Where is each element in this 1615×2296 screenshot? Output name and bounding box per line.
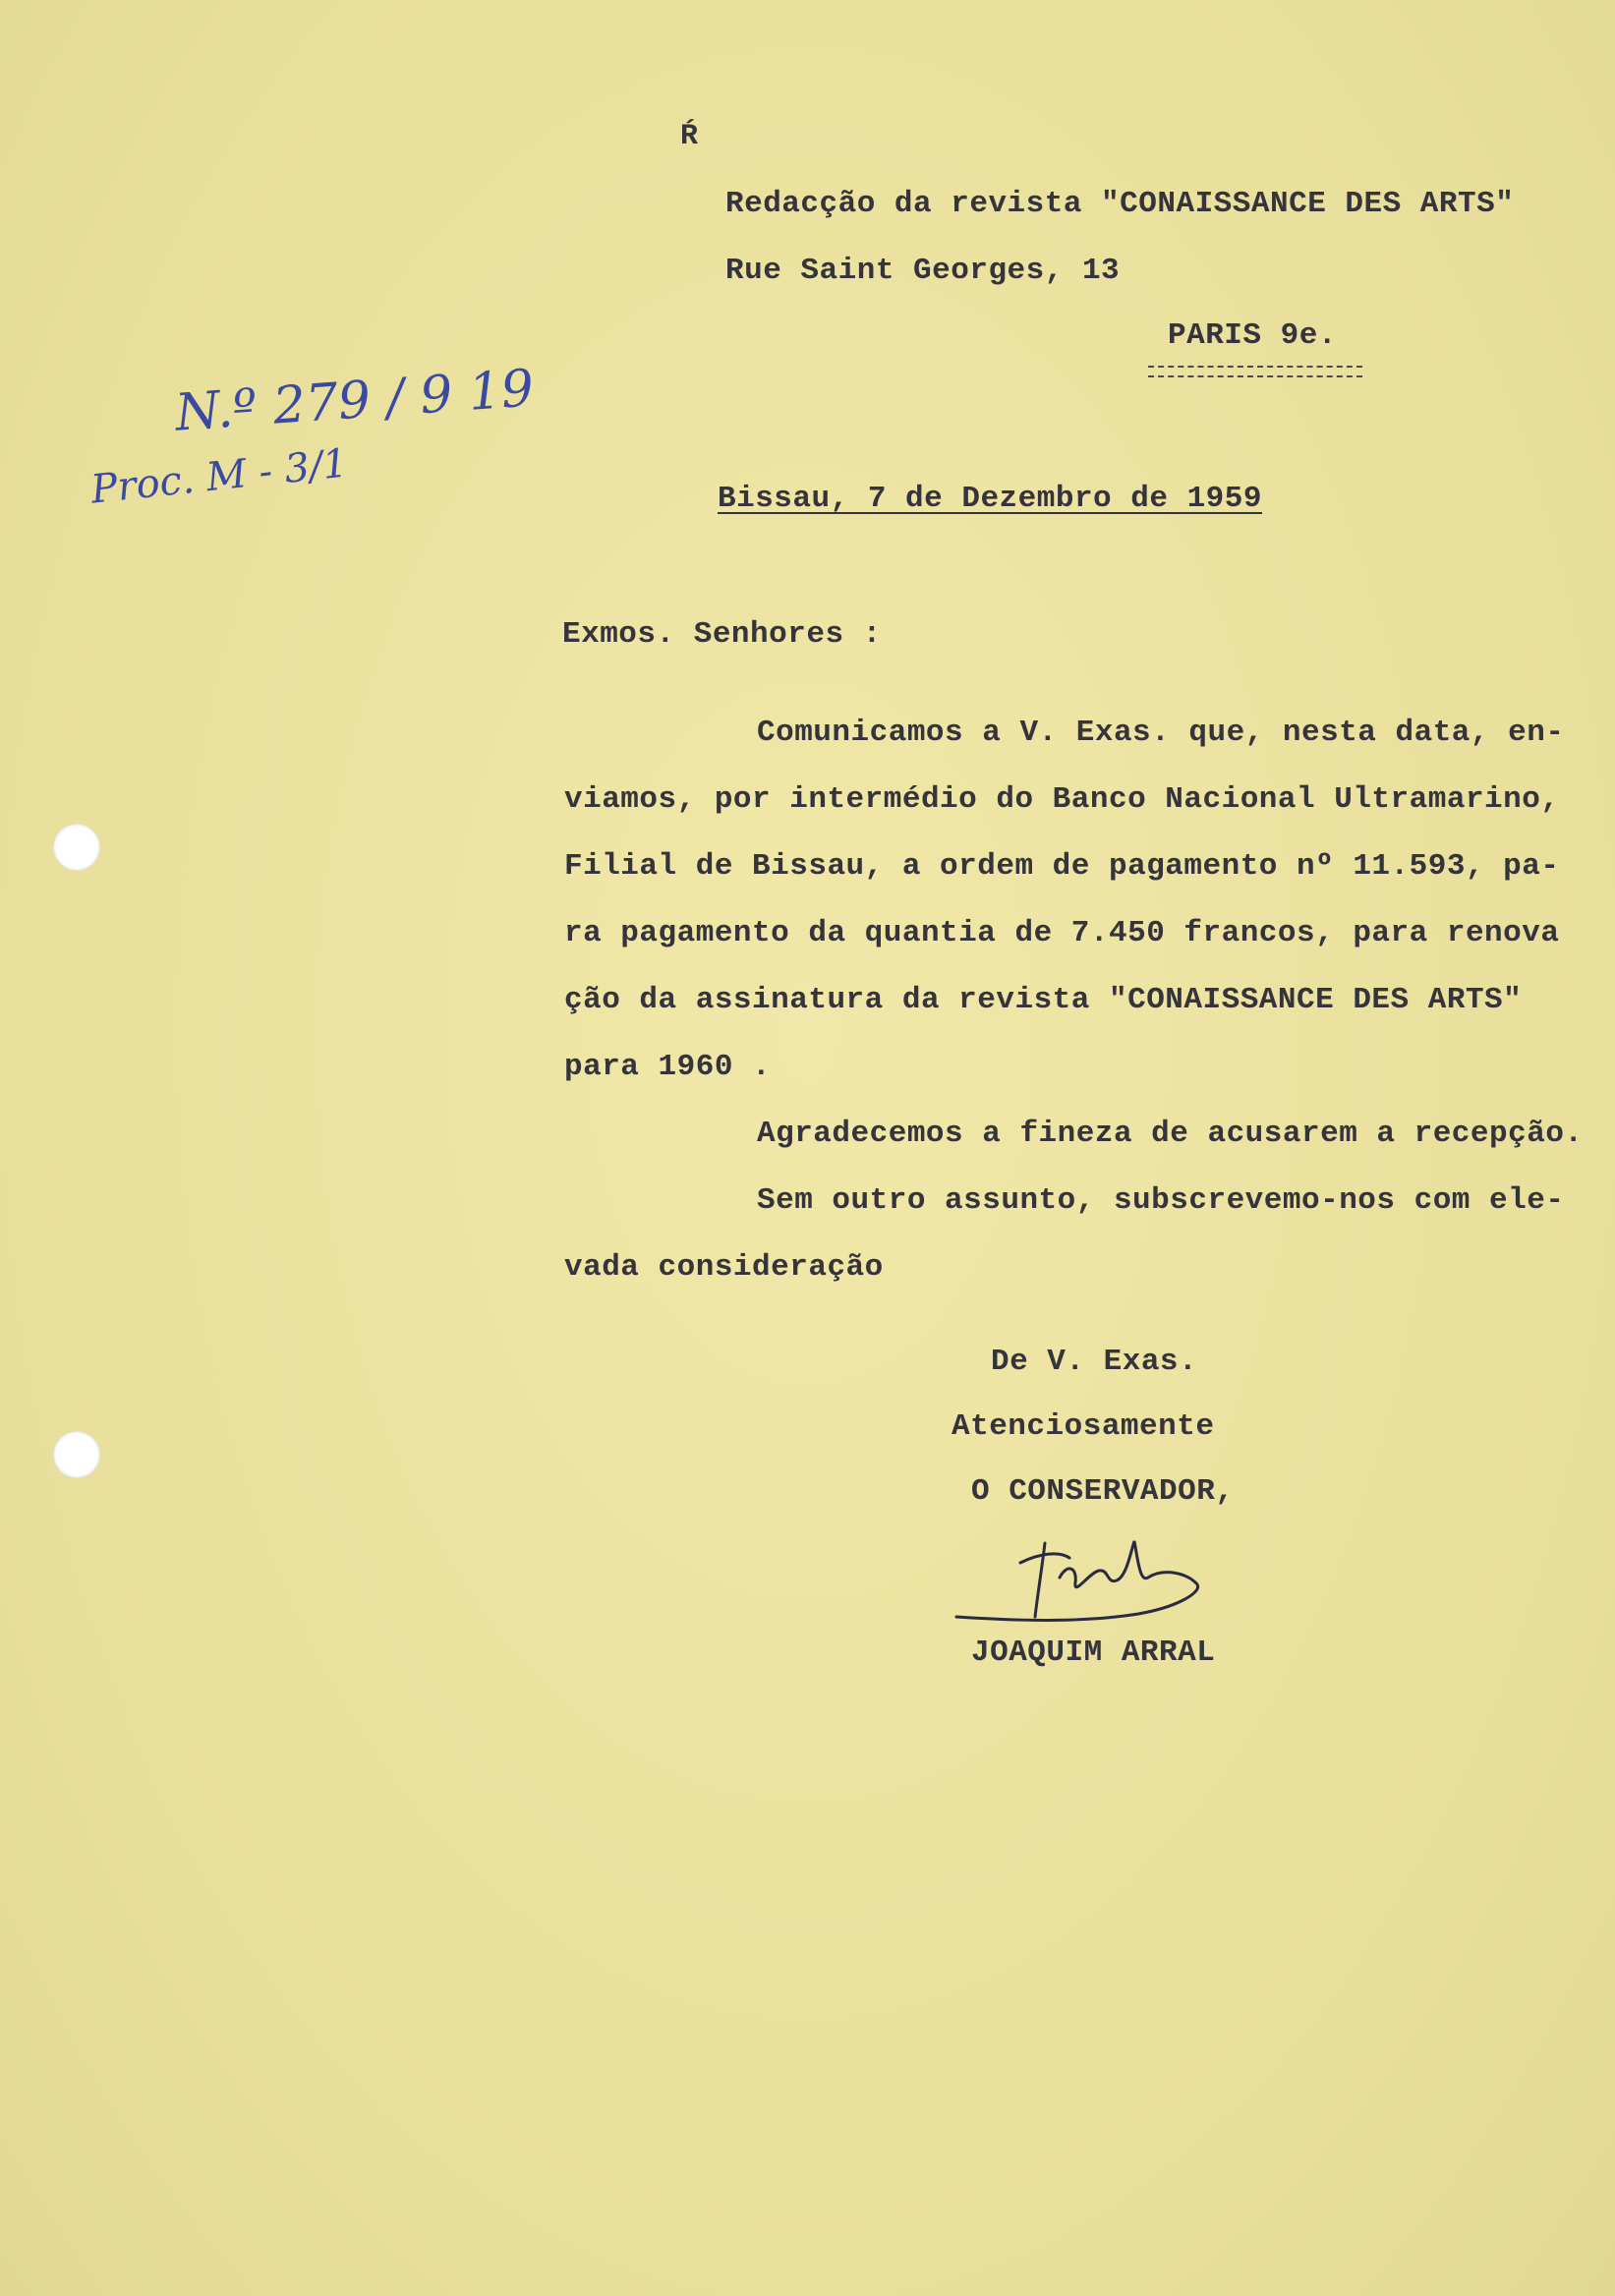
body-line: viamos, por intermédio do Banco Nacional Ultramarino,: [564, 782, 1560, 817]
closing-title: O CONSERVADOR,: [971, 1474, 1235, 1509]
addressee-city: PARIS 9e.: [1168, 318, 1337, 353]
salutation: Exmos. Senhores :: [562, 617, 882, 652]
body-line: ra pagamento da quantia de 7.450 francos, para renova: [564, 916, 1560, 950]
letter-date: Bissau, 7 de Dezembro de 1959: [718, 482, 1262, 516]
body-line: Filial de Bissau, a ordem de pagamento nº 11.593, pa-: [564, 849, 1560, 884]
body-line: Agradecemos a fineza de acusarem a recepção.: [757, 1117, 1584, 1151]
signatory-name: JOAQUIM ARRAL: [971, 1636, 1216, 1670]
body-line: para 1960 .: [564, 1050, 772, 1084]
closing-line-1: De V. Exas.: [991, 1345, 1198, 1379]
body-line: Sem outro assunto, subscrevemo-nos com ele-: [757, 1183, 1565, 1218]
handwritten-proc: Proc. M - 3/1: [88, 440, 350, 513]
signature-icon: [952, 1523, 1246, 1651]
corner-mark: Ŕ: [680, 120, 699, 153]
punch-hole: [53, 824, 100, 871]
handwritten-ref-number: N.º 279 / 9 19: [173, 359, 536, 443]
body-line: ção da assinatura da revista "CONAISSANCE DES ARTS": [564, 983, 1523, 1017]
body-line: Comunicamos a V. Exas. que, nesta data, en-: [757, 716, 1565, 750]
addressee-line-1: Redacção da revista "CONAISSANCE DES ARTS": [725, 187, 1515, 221]
closing-line-2: Atenciosamente: [952, 1409, 1215, 1444]
addressee-line-2: Rue Saint Georges, 13: [725, 254, 1121, 288]
punch-hole: [53, 1431, 100, 1478]
city-double-underline: [1148, 366, 1362, 377]
body-line: vada consideração: [564, 1250, 884, 1285]
